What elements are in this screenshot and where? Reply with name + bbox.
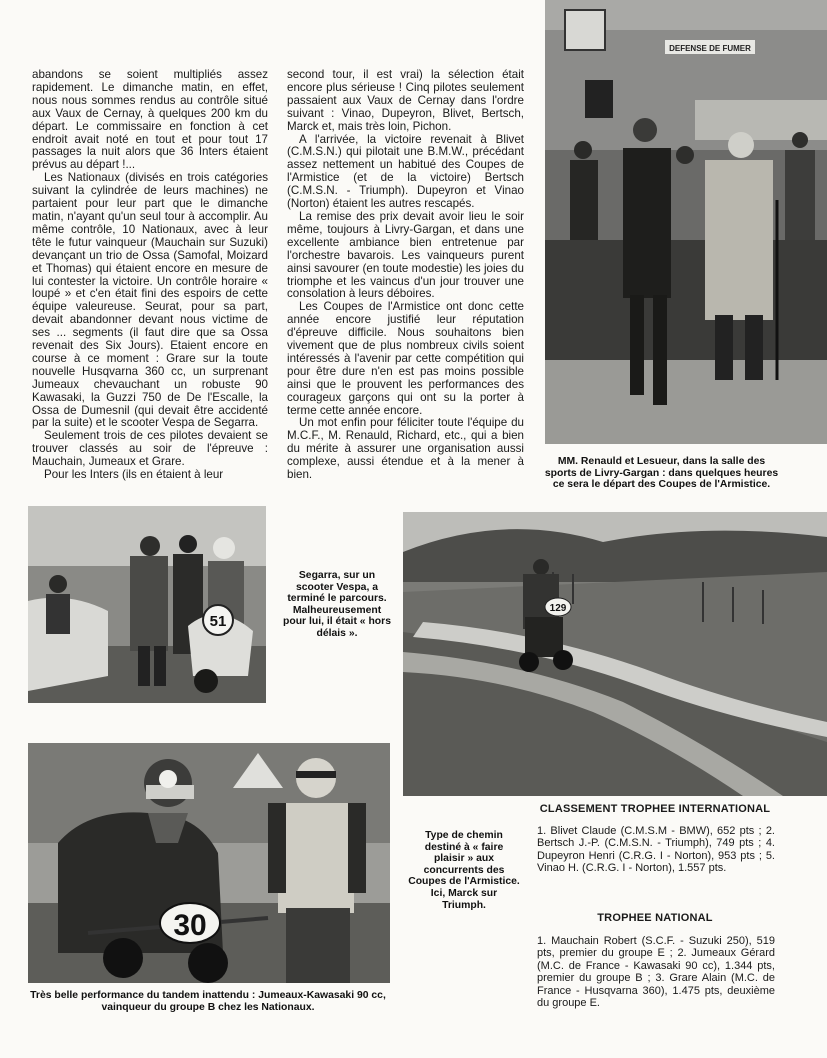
international-results: 1. Blivet Claude (C.M.S.M - BMW), 652 pts ; 2. Bertsch J.-P. (C.M.S.N. - Triumph), 749 pts ; 4. Dupeyron Henri (C.R.G. I - Norton), 953 pts ; 5. Vinao H. (C.R.G. I - Norton), 1.557 pts.	[537, 825, 775, 875]
caption-ceremony: MM. Renauld et Lesueur, dans la salle des sports de Livry-Gargan : dans quelques heures ce sera le départ des Coupes de l'Armistice.	[544, 456, 779, 491]
paragraph: Les Coupes de l'Armistice ont donc cette année encore justifié leur réputation d'épreuve difficile. Nous souhaitons bien vivement que de plus nombreux civils soient intéressés à l'avenir par cette compétition qui pour être dure n'en est pas moins possible ainsi que le prouvent les performances des courageux garçons qui ont su la porter à terme cette année encore.	[287, 300, 524, 417]
paragraph: second tour, il est vrai) la sélection était encore plus sérieuse ! Cinq pilotes seulement passaient aux Vaux de Cernay dans l'ordre suivant : Vinao, Dupeyron, Blivet, Bertsch, Marck et, mais très loin, Pichon.	[287, 68, 524, 133]
paragraph: Seulement trois de ces pilotes devaient se trouver classés au soir de l'épreuve : Mauchain, Jumeaux et Grare.	[32, 429, 268, 469]
ceremony-photo	[545, 0, 827, 444]
paragraph: La remise des prix devait avoir lieu le soir même, toujours à Livry-Gargan, et dans une excellente ambiance bien entretenue par l'orchestre bavarois. Les vainqueurs purent ainsi savourer (en toute modestie) les joies du triomphe et les vaincus d'un jour trouver une consolation à leurs déboires.	[287, 209, 524, 301]
national-results-title: TROPHEE NATIONAL	[597, 912, 713, 924]
paragraph: abandons se soient multipliés assez rapidement. Le dimanche matin, en effet, nous nous sommes rendus au contrôle situé aux Vaux de Cernay, à quelques 200 km du départ. Le commissaire en fonction à cet endroit avait noté en tout et pour tout 17 passages la nuit alors que 36 Inters étaient prévus au départ !...	[32, 68, 268, 172]
kawasaki-photo	[28, 743, 390, 983]
paragraph: Pour les Inters (ils en étaient à leur	[44, 468, 224, 482]
caption-chemin: Type de chemin destiné à « faire plaisir » aux concurrents des Coupes de l'Armistice. Ici, Marck sur Triumph.	[408, 830, 520, 911]
international-results-title: CLASSEMENT TROPHEE INTERNATIONAL	[539, 803, 771, 815]
caption-tandem: Très belle performance du tandem inattendu : Jumeaux-Kawasaki 90 cc, vainqueur du groupe B chez les Nationaux.	[30, 990, 386, 1013]
vespa-photo	[28, 506, 266, 703]
national-results: 1. Mauchain Robert (S.C.F. - Suzuki 250), 519 pts, premier du groupe E ; 2. Jumeaux Gérard (M.C. de France - Kawasaki 90 cc), 1.344 pts, premier du groupe B ; 3. Grare Alain (M.C. de France - Husqvarna 360), 1.475 pts, deuxième du groupe E.	[537, 935, 775, 1010]
paragraph: Les Nationaux (divisés en trois catégories suivant la cylindrée de leurs machines) ne partaient pour leur part que le dimanche matin, n'ayant qu'un seul tour à accomplir. Au même contrôle, 10 Nationaux, avec à leur tête le futur vainqueur (Mauchain sur Suzuki) devançant un trio de Ossa (Samofal, Moizard et Thomas) qui étaient encore en mesure de lui contester la victoire. Un contrôle horaire « loupé » et c'en était fini des espoirs de cette équipe valeureuse. Seurat, pour sa part, devait abandonner devant nous victime de ses ... segments (il faut dire que sa Ossa revenait des Six Jours). Etaient encore en course à ce moment : Grare sur la toute nouvelle Husqvarna 360 cc, un surprenant Jumeaux chevauchant un robuste 90 Kawasaki, la Guzzi 750 de De l'Escalle, la Ossa de Dumesnil (qui devait être accidenté par la suite) et le scooter Vespa de Segarra.	[32, 171, 268, 430]
article-column-2	[287, 69, 524, 482]
paragraph: A l'arrivée, la victoire revenait à Blivet (C.M.S.N.) qui pilotait une B.M.W., précédant assez nettement un habitué des Coupes de l'Armistice (et de la victoire) Bertsch (C.M.S.N. - Triumph). Dupeyron et Vinao (Norton) étaient les autres rescapés.	[287, 132, 524, 211]
caption-vespa: Segarra, sur un scooter Vespa, a terminé le parcours. Malheureusement pour lui, il était « hors délais ».	[283, 570, 391, 639]
article-column-1	[32, 69, 268, 482]
paragraph: Un mot enfin pour féliciter toute l'équipe du M.C.F., M. Renauld, Richard, etc., qui a bien du mérite à assurer une organisation aussi complexe, aussi étendue et à la mener à bien.	[287, 416, 524, 482]
sign-text: DEFENSE DE FUMER	[669, 44, 751, 53]
race-number: 129	[549, 603, 567, 614]
triumph-photo	[403, 512, 827, 796]
race-number: 30	[173, 909, 207, 942]
race-number: 51	[209, 613, 227, 630]
